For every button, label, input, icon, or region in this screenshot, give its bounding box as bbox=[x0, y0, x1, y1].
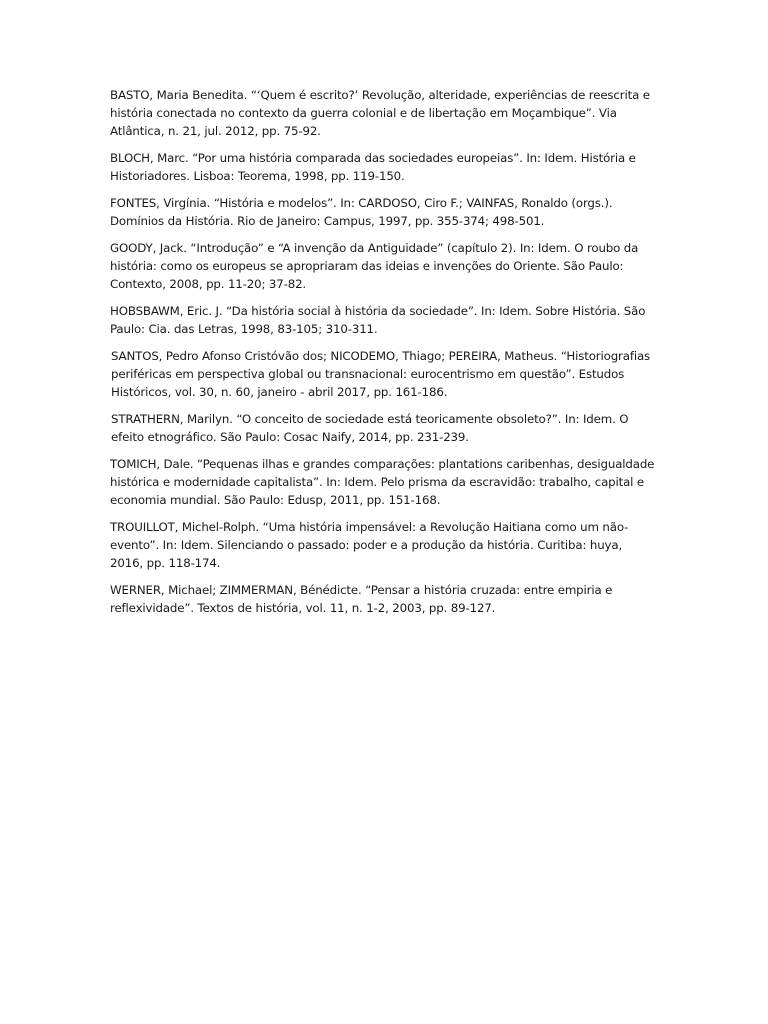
reference-text: SANTOS, Pedro Afonso Cristóvão dos; NICODEMO, Thiago; PEREIRA, Matheus. “Historiografias periféricas em perspectiva global ou transnacional: eurocentrismo em questão”. Estudos Históricos, vol. 30, n. 60, janeiro - abril 2017, bbox=[111, 349, 651, 399]
reference-pages: pp. 119-150. bbox=[330, 169, 405, 183]
reference-tomich bbox=[110, 455, 658, 509]
reference-text: GOODY, Jack. “Introdução” e “A invenção da Antiguidade” (capítulo 2). In: Idem. O roubo da história: como os europeus se apropriaram das ideias e invenções do Oriente. São Paulo: Contexto, 2008, bbox=[110, 241, 639, 291]
reference-text: FONTES, Virgínia. “História e modelos”. In: CARDOSO, Ciro F.; VAINFAS, Ronaldo (orgs.). Domínios da História. Rio de Janeiro: Campus, 1997, bbox=[110, 196, 613, 228]
reference-pages: pp. 355-374; 498-501. bbox=[414, 214, 545, 228]
reference-fontes bbox=[110, 194, 658, 230]
reference-text: TOMICH, Dale. “Pequenas ilhas e grandes comparações: plantations caribenhas, desigualdade histórica e modernidade capitalista”. In: Idem. Pelo prisma da escravidão: trabalho, capital e economia mundial. São Paulo: Edusp, 2011, bbox=[110, 457, 655, 507]
reference-text: TROUILLOT, Michel-Rolph. “Uma história impensável: a Revolução Haitiana como um não-evento”. In: Idem. Silenciando o passado: poder e a produção da história. Curitiba: huya, 2016, bbox=[110, 520, 629, 570]
reference-pages: pp. 89-127. bbox=[428, 601, 496, 615]
reference-hobsbawm bbox=[110, 302, 658, 338]
reference-text: HOBSBAWM, Eric. J. “Da história social à história da sociedade”. In: Idem. Sobre História. São Paulo: Cia. das Letras, 1998, 83-105; 310-311. bbox=[110, 304, 646, 336]
reference-pages: pp. 231-239. bbox=[395, 430, 469, 444]
reference-trouillot bbox=[110, 518, 658, 572]
bibliography-list bbox=[110, 86, 658, 626]
reference-text: STRATHERN, Marilyn. “O conceito de sociedade está teoricamente obsoleto?”. In: Idem. O efeito etnográfico. São Paulo: Cosac Naify, 2014, bbox=[111, 412, 629, 444]
reference-text: BASTO, Maria Benedita. “‘Quem é escrito?’ Revolução, alteridade, experiências de reescrita e história conectada no contexto da guerra colonial e de libertação em Moçambique”. Via Atlântica, n. 21, jul. 2012, bbox=[110, 88, 650, 138]
reference-text: BLOCH, Marc. “Por uma história comparada das sociedades europeias”. In: Idem. História e Historiadores. Lisboa: Teorema, 1998, bbox=[110, 151, 636, 183]
reference-pages: pp. 151-168. bbox=[366, 493, 441, 507]
reference-text: WERNER, Michael; ZIMMERMAN, Bénédicte. “Pensar a história cruzada: entre empiria e reflexividade”. Textos de história, vol. 11, n. 1-2, 2003, bbox=[110, 583, 613, 615]
reference-bloch bbox=[110, 149, 658, 185]
reference-werner bbox=[110, 581, 658, 617]
reference-goody bbox=[110, 239, 658, 293]
reference-pages: pp. 11-20; 37-82. bbox=[206, 277, 307, 291]
reference-pages: pp. 118-174. bbox=[146, 556, 221, 570]
reference-pages: pp. 161-186. bbox=[373, 385, 448, 399]
reference-pages: pp. 75-92. bbox=[261, 124, 321, 138]
reference-santos bbox=[110, 347, 658, 401]
reference-strathern bbox=[110, 410, 658, 446]
reference-basto bbox=[110, 86, 658, 140]
